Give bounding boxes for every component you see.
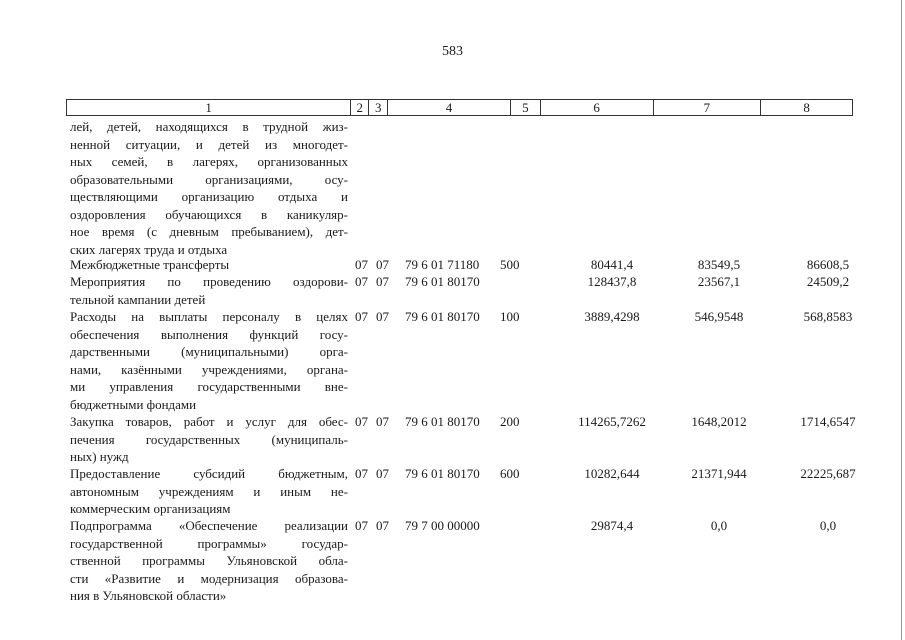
description-line: ненной ситуации, и детей из многодет- bbox=[70, 136, 348, 152]
description-line: Предоставление субсидий бюджетным, bbox=[70, 466, 348, 481]
description-line: бюджетными фондами bbox=[70, 396, 197, 412]
description-line: Расходы на выплаты персоналу в целях bbox=[70, 309, 348, 324]
header-col-5: 5 bbox=[511, 100, 541, 115]
cell-col-7: 23567,1 bbox=[697, 274, 741, 289]
cell-col-5: 200 bbox=[500, 414, 520, 429]
description-line: дарственными (муниципальными) орга- bbox=[70, 344, 348, 359]
description-line: ществляющими организацию отдыха и bbox=[70, 189, 348, 204]
cell-col-3: 07 bbox=[376, 274, 389, 289]
cell-col-7: 546,9548 bbox=[694, 309, 744, 324]
description-line: ния в Ульяновской области» bbox=[70, 588, 227, 603]
description-line: обеспечения выполнения функций госу- bbox=[70, 326, 348, 342]
cell-col-8: 24509,2 bbox=[806, 274, 850, 289]
cell-col-5: 500 bbox=[500, 257, 520, 272]
cell-col-4: 79 7 00 00000 bbox=[405, 518, 480, 533]
cell-col-4: 79 6 01 80170 bbox=[405, 466, 480, 481]
description-line: лей, детей, находящихся в трудной жиз- bbox=[70, 119, 348, 134]
cell-col-3: 07 bbox=[376, 257, 389, 272]
description-line: оздоровления обучающихся в каникуляр- bbox=[70, 206, 348, 222]
cell-col-7: 1648,2012 bbox=[691, 414, 747, 429]
cell-col-2: 07 bbox=[355, 309, 368, 324]
header-col-1: 1 bbox=[67, 100, 351, 115]
cell-col-2: 07 bbox=[355, 257, 368, 272]
cell-col-4: 79 6 01 80170 bbox=[405, 309, 480, 324]
table-header-row bbox=[66, 99, 853, 116]
description-line: ных семей, в лагерях, организованных bbox=[70, 154, 348, 169]
cell-col-8: 86608,5 bbox=[806, 257, 850, 272]
cell-col-6: 3889,4298 bbox=[584, 309, 640, 324]
cell-col-5: 100 bbox=[500, 309, 520, 324]
description-line: тельной кампании детей bbox=[70, 291, 206, 307]
description-line: сти «Развитие и модернизация образова- bbox=[70, 570, 348, 586]
description-line: образовательными организациями, осу- bbox=[70, 171, 348, 187]
cell-col-3: 07 bbox=[376, 466, 389, 481]
cell-col-2: 07 bbox=[355, 518, 368, 533]
description-line: Подпрограмма «Обеспечение реализации bbox=[70, 518, 348, 533]
description-line: автономным учреждениям и иным не- bbox=[70, 483, 348, 499]
description-line: государственной программы» государ- bbox=[70, 535, 348, 551]
scan-edge-line bbox=[901, 0, 902, 640]
description-line: ных) нужд bbox=[70, 449, 129, 464]
header-col-6: 6 bbox=[541, 100, 654, 115]
header-col-4: 4 bbox=[388, 100, 511, 115]
cell-col-2: 07 bbox=[355, 466, 368, 481]
row-description bbox=[70, 517, 348, 605]
cell-col-7: 83549,5 bbox=[697, 257, 741, 272]
row-description bbox=[70, 273, 348, 308]
description-line: ственной программы Ульяновской обла- bbox=[70, 553, 348, 568]
description-line: Мероприятия по проведению оздорови- bbox=[70, 274, 348, 289]
cell-col-8: 22225,687 bbox=[800, 466, 856, 481]
cell-col-4: 79 6 01 80170 bbox=[405, 274, 480, 289]
row-description bbox=[70, 308, 348, 413]
cell-col-6: 80441,4 bbox=[590, 257, 634, 272]
row-description bbox=[70, 118, 348, 258]
cell-col-4: 79 6 01 71180 bbox=[405, 257, 480, 272]
header-col-3: 3 bbox=[369, 100, 388, 115]
cell-col-6: 128437,8 bbox=[587, 274, 637, 289]
description-line: ми управления государственными вне- bbox=[70, 379, 348, 394]
description-line: нами, казёнными учреждениями, органа- bbox=[70, 361, 348, 377]
row-description bbox=[70, 256, 348, 274]
description-line: Закупка товаров, работ и услуг для обес- bbox=[70, 414, 348, 429]
description-line: ских лагерях труда и отдыха bbox=[70, 241, 228, 257]
cell-col-2: 07 bbox=[355, 274, 368, 289]
page-number: 583 bbox=[442, 44, 463, 59]
cell-col-7: 21371,944 bbox=[691, 466, 747, 481]
cell-col-6: 10282,644 bbox=[584, 466, 640, 481]
cell-col-8: 568,8583 bbox=[803, 309, 853, 324]
description-line: Межбюджетные трансферты bbox=[70, 257, 230, 272]
cell-col-3: 07 bbox=[376, 414, 389, 429]
header-col-2: 2 bbox=[351, 100, 369, 115]
cell-col-5: 600 bbox=[500, 466, 520, 481]
cell-col-7: 0,0 bbox=[710, 518, 728, 533]
cell-col-3: 07 bbox=[376, 518, 389, 533]
row-description bbox=[70, 413, 348, 466]
description-line: коммерческим организациям bbox=[70, 501, 231, 516]
cell-col-4: 79 6 01 80170 bbox=[405, 414, 480, 429]
cell-col-6: 114265,7262 bbox=[578, 414, 646, 429]
cell-col-2: 07 bbox=[355, 414, 368, 429]
cell-col-3: 07 bbox=[376, 309, 389, 324]
cell-col-6: 29874,4 bbox=[590, 518, 634, 533]
cell-col-8: 0,0 bbox=[819, 518, 837, 533]
description-line: ное время (с дневным пребыванием), дет- bbox=[70, 224, 348, 239]
header-col-8: 8 bbox=[803, 100, 810, 115]
description-line: печения государственных (муниципаль- bbox=[70, 431, 348, 447]
row-description bbox=[70, 465, 348, 518]
cell-col-8: 1714,6547 bbox=[800, 414, 856, 429]
header-col-7: 7 bbox=[654, 100, 762, 115]
